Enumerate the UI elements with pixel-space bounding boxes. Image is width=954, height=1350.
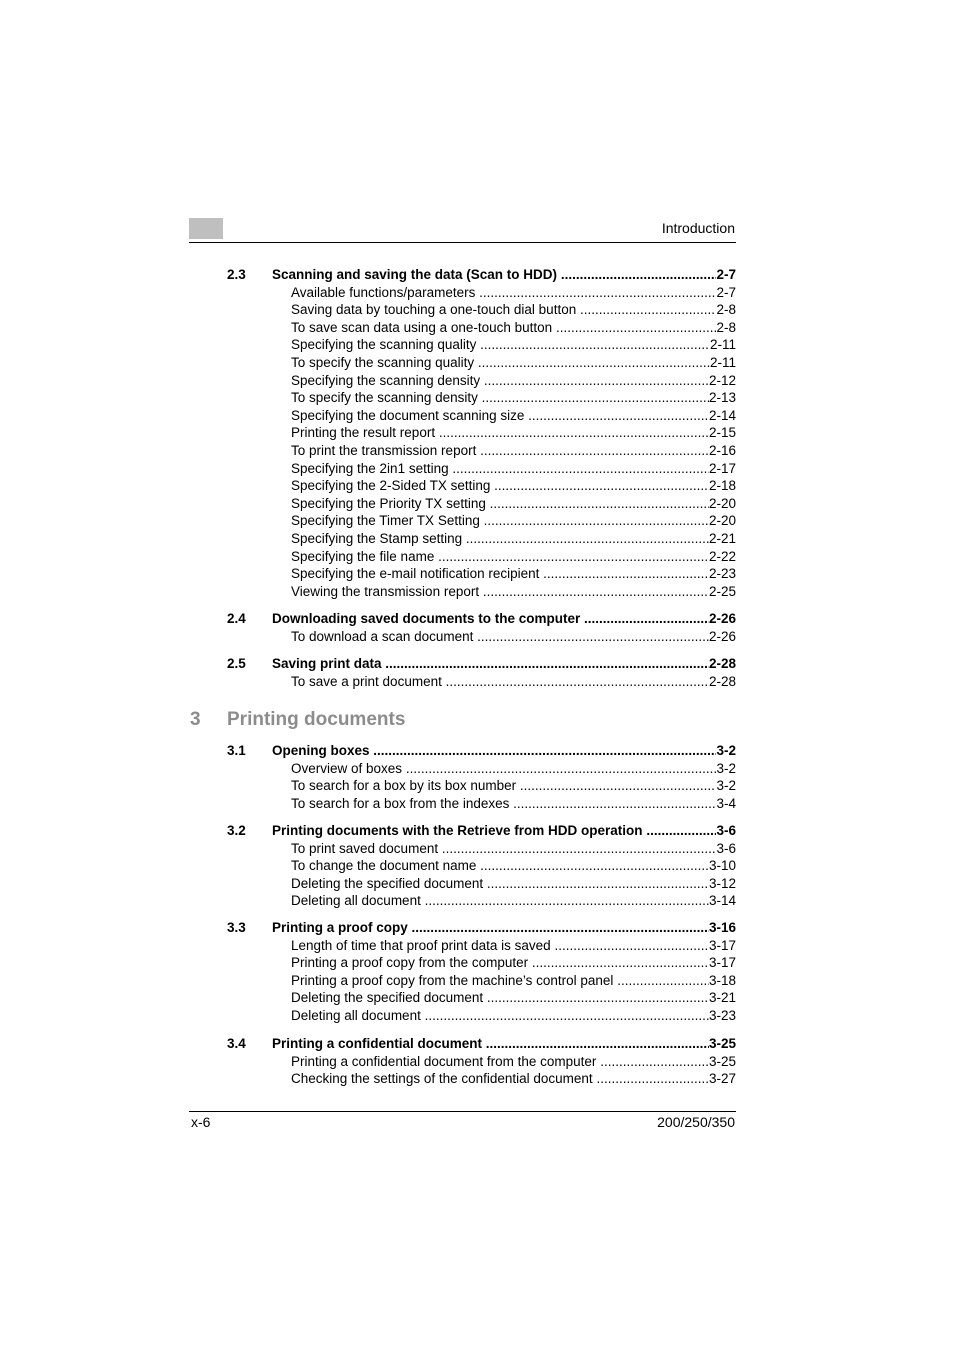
toc-leader [425,1007,709,1025]
toc-leader [554,937,709,955]
toc-section-number: 3.4 [227,1036,246,1051]
header-rule [189,242,736,243]
toc-entry[interactable] [291,354,736,372]
toc-leader [480,857,709,875]
toc-entry[interactable] [291,512,736,530]
toc-entry[interactable] [291,1070,736,1088]
toc-entry-title: Overview of boxes [291,761,403,776]
toc-entry-page: 3-18 [708,973,736,988]
toc-section-number: 3.3 [227,920,246,935]
toc-entry-page: 2-16 [708,443,736,458]
toc-leader [487,989,709,1007]
toc-section-number: 2.3 [227,267,246,282]
toc-entry-title: Specifying the 2in1 setting [291,461,449,476]
toc-leader [561,266,717,284]
toc-entry-page: 2-20 [708,513,736,528]
toc-entry[interactable] [291,1053,736,1071]
toc-leader [478,354,710,372]
toc-leader [412,919,709,937]
toc-entry-page: 2-23 [708,566,736,581]
toc-entry-page: 3-10 [708,858,736,873]
toc-leader [532,954,709,972]
toc-entry-page: 2-17 [708,461,736,476]
toc-entry[interactable] [291,284,736,302]
toc-entry-page: 2-13 [708,390,736,405]
toc-entry-page: 2-25 [708,584,736,599]
toc-section-0[interactable] [227,266,736,284]
toc-entry[interactable] [291,840,736,858]
header-tab-block [189,218,223,239]
toc-leader [528,407,709,425]
toc-entry[interactable] [291,583,736,601]
toc-entry-title: Specifying the Priority TX setting [291,496,486,511]
toc-section-title: Saving print data [272,656,382,671]
toc-leader [580,301,717,319]
toc-entry[interactable] [291,301,736,319]
toc-entry-title: Saving data by touching a one-touch dial button [291,302,577,317]
toc-entry-title: Checking the settings of the confidential document [291,1071,593,1086]
toc-entry-page: 3-17 [708,955,736,970]
toc-section-page: 3-2 [716,743,736,758]
header-title: Introduction [661,220,735,236]
toc-section-page: 3-25 [708,1036,736,1051]
toc-entry-page: 2-11 [709,337,736,352]
toc-section-2[interactable] [227,655,736,673]
toc-leader [439,424,709,442]
toc-leader [617,972,709,990]
toc-entry[interactable] [291,424,736,442]
toc-leader [466,530,709,548]
toc-leader [479,284,716,302]
toc-entry-page: 3-4 [716,796,736,811]
toc-entry-page: 3-2 [716,761,736,776]
toc-section-page: 3-16 [708,920,736,935]
toc-entry-title: Deleting all document [291,893,421,908]
toc-entry-title: Specifying the Stamp setting [291,531,463,546]
toc-entry-title: Specifying the Timer TX Setting [291,513,480,528]
toc-entry-title: To specify the scanning quality [291,355,475,370]
toc-leader [373,742,716,760]
toc-section-title: Downloading saved documents to the computer [272,611,581,626]
toc-entry[interactable] [291,1007,736,1025]
toc-entry[interactable] [291,565,736,583]
toc-leader [600,1053,709,1071]
toc-section-3[interactable] [227,742,736,760]
footer-models: 200/250/350 [657,1114,735,1130]
toc-section-page: 2-28 [708,656,736,671]
toc-section-4[interactable] [227,822,736,840]
toc-entry[interactable] [291,989,736,1007]
toc-section-6[interactable] [227,1035,736,1053]
toc-entry-page: 3-14 [708,893,736,908]
toc-entry-page: 3-2 [716,778,736,793]
toc-entry-page: 3-17 [708,938,736,953]
toc-entry-title: Available functions/parameters [291,285,476,300]
toc-section-number: 2.4 [227,611,246,626]
toc-entry-page: 2-18 [708,478,736,493]
chapter-heading [190,709,405,731]
toc-section-title: Printing documents with the Retrieve from HDD operation [272,823,643,838]
toc-entry-page: 2-14 [708,408,736,423]
toc-section-number: 2.5 [227,656,246,671]
chapter-number: 3 [190,709,201,730]
toc-entry-title: Deleting the specified document [291,990,484,1005]
toc-entry[interactable] [291,892,736,910]
toc-leader [556,319,717,337]
toc-entry-page: 2-11 [709,355,736,370]
toc-entry-title: To print the transmission report [291,443,477,458]
toc-entry[interactable] [291,407,736,425]
toc-section-page: 2-26 [708,611,736,626]
toc-entry[interactable] [291,389,736,407]
chapter-title: Printing documents [227,709,406,730]
toc-section-5[interactable] [227,919,736,937]
toc-entry-title: To change the document name [291,858,477,873]
toc-section-title: Scanning and saving the data (Scan to HDD) [272,267,558,282]
toc-entry-page: 2-7 [716,285,736,300]
toc-entry-title: Printing a proof copy from the computer [291,955,529,970]
toc-entry-title: Printing a proof copy from the machine’s control panel [291,973,614,988]
toc-leader [446,673,709,691]
toc-leader [494,477,709,495]
toc-entry[interactable] [291,442,736,460]
toc-entry-page: 2-20 [708,496,736,511]
toc-entry-title: To download a scan document [291,629,474,644]
toc-entry-page: 2-28 [708,674,736,689]
toc-entry[interactable] [291,777,736,795]
toc-entry[interactable] [291,319,736,337]
toc-entry[interactable] [291,372,736,390]
toc-section-page: 3-6 [716,823,736,838]
toc-entry-title: To save scan data using a one-touch button [291,320,553,335]
toc-section-title: Printing a proof copy [272,920,408,935]
toc-leader [646,822,716,840]
toc-entry-page: 3-21 [708,990,736,1005]
toc-entry-title: To specify the scanning density [291,390,478,405]
toc-leader [543,565,709,583]
toc-entry-title: Printing a confidential document from the computer [291,1054,597,1069]
toc-entry-page: 2-8 [716,302,736,317]
toc-entry[interactable] [291,530,736,548]
toc-entry[interactable] [291,760,736,778]
toc-entry-title: To print saved document [291,841,439,856]
toc-leader [442,840,717,858]
toc-entry[interactable] [291,673,736,691]
footer-rule [189,1111,736,1112]
toc-entry-page: 3-23 [708,1008,736,1023]
toc-entry[interactable] [291,477,736,495]
toc-leader [477,628,709,646]
toc-entry[interactable] [291,795,736,813]
toc-entry[interactable] [291,336,736,354]
toc-entry-title: Specifying the document scanning size [291,408,525,423]
toc-leader [484,372,709,390]
toc-entry-page: 2-12 [708,373,736,388]
toc-entry-title: Deleting the specified document [291,876,484,891]
toc-leader [490,495,709,513]
toc-leader [486,1035,709,1053]
toc-leader [483,583,709,601]
toc-entry-page: 3-6 [716,841,736,856]
toc-entry-title: Length of time that proof print data is saved [291,938,551,953]
toc-entry-title: Specifying the scanning density [291,373,481,388]
toc-leader [596,1070,709,1088]
toc-entry-title: To search for a box by its box number [291,778,517,793]
toc-entry[interactable] [291,954,736,972]
toc-leader [487,875,709,893]
toc-entry-page: 2-21 [708,531,736,546]
toc-entry-title: Printing the result report [291,425,436,440]
toc-leader [482,389,709,407]
toc-section-title: Opening boxes [272,743,370,758]
toc-entry-title: Deleting all document [291,1008,421,1023]
toc-entry-page: 2-26 [708,629,736,644]
toc-section-page: 2-7 [716,267,736,282]
toc-leader [425,892,709,910]
toc-entry-title: Specifying the scanning quality [291,337,477,352]
toc-entry-title: Specifying the 2-Sided TX setting [291,478,491,493]
toc-section-title: Printing a confidential document [272,1036,483,1051]
toc-leader [438,548,709,566]
toc-entry-page: 2-15 [708,425,736,440]
toc-entry-title: Specifying the file name [291,549,435,564]
toc-section-number: 3.2 [227,823,246,838]
toc-entry[interactable] [291,972,736,990]
toc-section-1[interactable] [227,610,736,628]
toc-entry-page: 3-27 [708,1071,736,1086]
toc-leader [513,795,716,813]
toc-entry-page: 3-25 [708,1054,736,1069]
toc-entry-title: To save a print document [291,674,442,689]
toc-entry[interactable] [291,495,736,513]
toc-entry[interactable] [291,857,736,875]
toc-entry-page: 3-12 [708,876,736,891]
toc-entry[interactable] [291,875,736,893]
toc-entry-title: Viewing the transmission report [291,584,480,599]
toc-leader [480,336,710,354]
toc-entry-page: 2-22 [708,549,736,564]
toc-entry[interactable] [291,460,736,478]
toc-section-number: 3.1 [227,743,246,758]
toc-entry-title: To search for a box from the indexes [291,796,510,811]
toc-leader [452,460,709,478]
toc-leader [520,777,717,795]
toc-leader [406,760,717,778]
toc-entry[interactable] [291,548,736,566]
toc-leader [584,610,709,628]
toc-entry-page: 2-8 [716,320,736,335]
footer-page-number: x-6 [191,1114,211,1130]
toc-leader [484,512,709,530]
toc-leader [385,655,709,673]
toc-leader [480,442,709,460]
toc-entry[interactable] [291,628,736,646]
toc-entry-title: Specifying the e-mail notification recipient [291,566,540,581]
toc-entry[interactable] [291,937,736,955]
